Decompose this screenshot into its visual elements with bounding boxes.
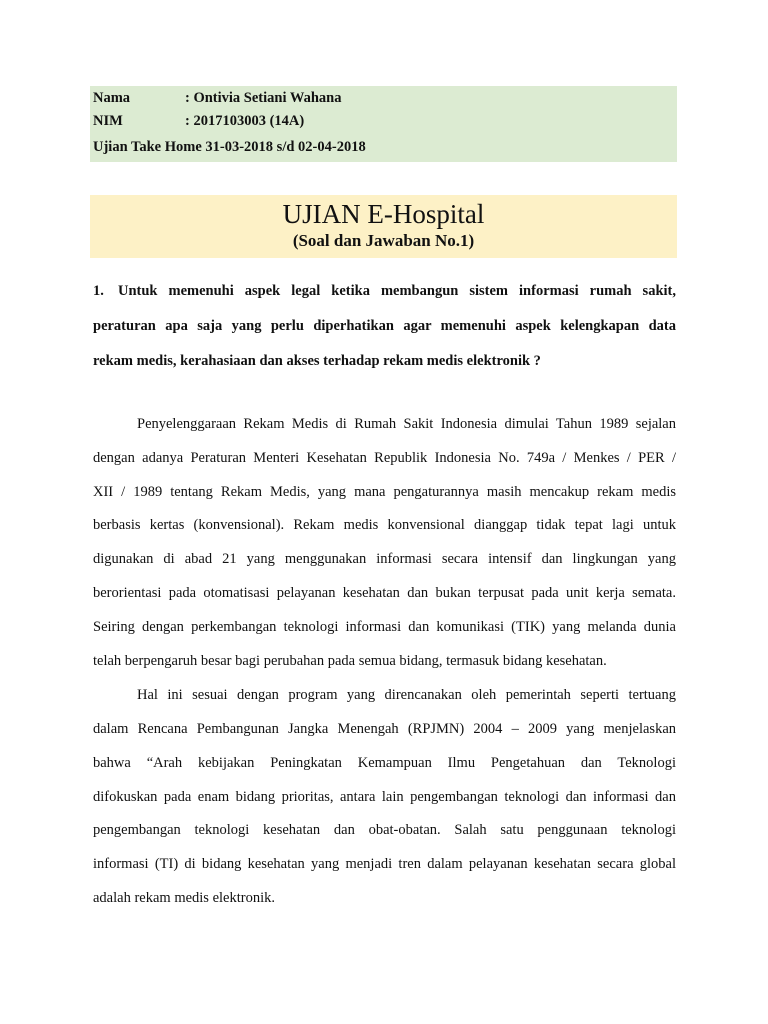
title-box [90,195,677,258]
document-title: UJIAN E-Hospital [282,199,485,229]
name-row [93,88,341,108]
exam-info: Ujian Take Home 31-03-2018 s/d 02-04-2018 [93,139,366,155]
document-subtitle: (Soal dan Jawaban No.1) [292,231,475,250]
question-line [93,281,676,301]
paragraph-line: bahwa “Arah kebijakan Peningkatan Kemampuan Ilmu Pengetahuan dan Teknologi [93,755,676,771]
name-value: : Ontivia Setiani Wahana [185,90,342,106]
paragraph-line: Hal ini sesuai dengan program yang direncanakan oleh pemerintah seperti tertuang [137,687,676,703]
paragraph-line: difokuskan pada enam bidang prioritas, antara lain pengembangan teknologi dan informasi dan [93,789,676,805]
nim-label: NIM [93,113,123,129]
paragraph-line: adalah rekam medis elektronik. [93,890,275,906]
nim-value: : 2017103003 (14A) [185,113,305,129]
paragraph-line: digunakan di abad 21 yang menggunakan informasi secara intensif dan lingkungan yang [93,551,676,567]
paragraph-line: dengan adanya Peraturan Menteri Kesehatan Republik Indonesia No. 749a / Menkes / PER / [93,450,676,466]
paragraph-line: pengembangan teknologi kesehatan dan obat-obatan. Salah satu penggunaan teknologi [93,822,676,838]
paragraph-line: telah berpengaruh besar bagi perubahan pada semua bidang, termasuk bidang kesehatan. [93,653,607,669]
paragraph-line: berbasis kertas (konvensional). Rekam medis konvensional dianggap tidak tepat lagi untuk [93,517,676,533]
question-line: rekam medis, kerahasiaan dan akses terhadap rekam medis elektronik ? [93,353,541,369]
paragraph-line: berorientasi pada otomatisasi pelayanan kesehatan dan bukan terpusat pada unit kerja semata. [93,585,676,601]
paragraph-line: dalam Rencana Pembangunan Jangka Menengah (RPJMN) 2004 – 2009 yang menjelaskan [93,721,676,737]
question-line-text: Untuk memenuhi aspek legal ketika membangun sistem informasi rumah sakit, [118,283,676,299]
paragraph-line: Penyelenggaraan Rekam Medis di Rumah Sakit Indonesia dimulai Tahun 1989 sejalan [137,416,676,432]
question-line: peraturan apa saja yang perlu diperhatikan agar memenuhi aspek kelengkapan data [93,318,676,334]
name-label: Nama [93,90,131,106]
student-info-box [90,86,677,162]
paragraph-line: informasi (TI) di bidang kesehatan yang menjadi tren dalam pelayanan kesehatan secara global [93,856,676,872]
nim-row [93,111,304,131]
paragraph-line: XII / 1989 tentang Rekam Medis, yang mana pengaturannya masih mencakup rekam medis [93,484,676,500]
question-number: 1. [93,283,104,299]
paragraph-line: Seiring dengan perkembangan teknologi informasi dan komunikasi (TIK) yang melanda dunia [93,619,676,635]
